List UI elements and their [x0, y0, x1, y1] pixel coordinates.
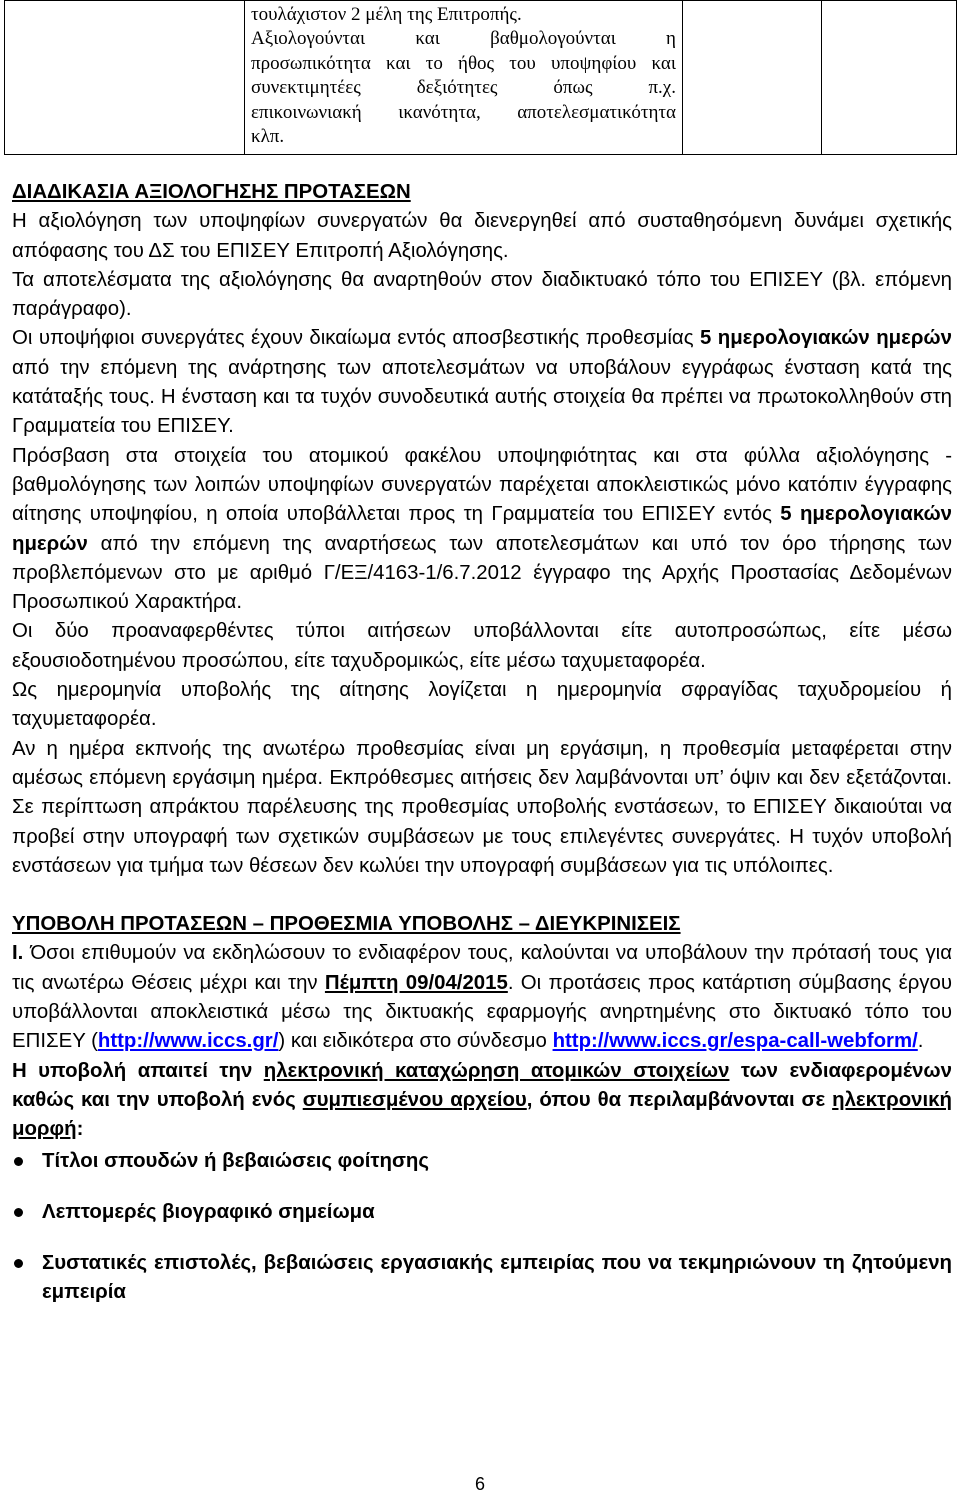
- bullet-icon: [14, 1208, 23, 1217]
- section-spacer: [12, 881, 952, 910]
- list-item-text: Λεπτομερές βιογραφικό σημείωμα: [42, 1200, 375, 1223]
- iccs-website-link[interactable]: http://www.iccs.gr/: [97, 1030, 279, 1053]
- table-cell-content: [245, 1, 682, 149]
- deadline-date: Πέμπτη 09/04/2015: [324, 971, 508, 994]
- paragraph-results-publication: Τα αποτελέσματα της αξιολόγησης θα αναρτηθούν στον διαδικτυακό τόπο του ΕΠΙΣΕΥ (βλ. επόμενη παράγραφο).: [12, 268, 952, 321]
- text-fragment: . Οι προτάσεις προς κατάρτιση σύμβασης έργου υποβάλλονται αποκλειστικά μέσω της δικτυακής εφαρμογής ανηρτημένης στο δικτυακό τόπο του ΕΠΙΣΕΥ (: [12, 971, 952, 1053]
- webform-link[interactable]: http://www.iccs.gr/espa-call-webform/: [552, 1030, 918, 1053]
- paragraph-submission-deadline: [12, 939, 952, 1056]
- paragraph-evaluation-committee: Η αξιολόγηση των υποψηφίων συνεργατών θα διενεργηθεί από συσταθησόμενη δυνάμει σχετικής απόφασης του ΔΣ του ΕΠΙΣΕΥ Επιτροπή Αξιολόγησης.: [12, 210, 952, 262]
- text-fragment: από την επόμενη της ανάρτησης των αποτελεσμάτων να υποβάλουν εγγράφως ένσταση κατά της κατάταξής τους. Η ένσταση και τα τυχόν συνοδευτικά αυτής στοιχεία θα πρέπει να πρωτοκολληθούν στη Γραμματεία του ΕΠΙΣΕΥ.: [12, 356, 952, 438]
- table-line-6: κλπ.: [251, 126, 285, 148]
- table-fragment: [4, 0, 952, 155]
- paragraph-file-access: [12, 442, 952, 618]
- paragraph-deadline-rules: Αν η ημέρα εκπνοής της ανωτέρω προθεσμίας είναι μη εργάσιμη, η προθεσμία μεταφέρεται στην αμέσως επόμενη εργάσιμη ημέρα. Εκπρόθεσμες αιτήσεις δεν λαμβάνονται υπ’ όψιν και δεν εξετάζονται. Σε περίπτωση απράκτου παρέλευσης της προθεσμίας υποβολής ενστάσεων, το ΕΠΙΣΕΥ δικαιούται να προβεί στην υπογραφή των σχετικών συμβάσεων με τους επιλεγέντες συνεργάτες. Η τυχόν υποβολή ενστάσεων για τμήμα των θέσεων δεν κωλύει την υπογραφή συμβάσεων για τις υπόλοιπες.: [12, 737, 952, 877]
- text-fragment: Όσοι επιθυμούν να εκδηλώσουν το ενδιαφέρον τους, καλούνται να υποβάλουν την πρότασή τους για τις ανωτέρω Θέσεις μέχρι και την: [12, 942, 952, 994]
- required-documents-list: [12, 1147, 952, 1308]
- text-fragment: Η υποβολή απαιτεί την: [12, 1059, 264, 1082]
- table-line-2: Αξιολογούνται και βαθμολογούνται η: [251, 28, 676, 50]
- list-item-text: Συστατικές επιστολές, βεβαιώσεις εργασιακής εμπειρίας που να τεκμηριώνουν τη ζητούμενη εμπειρία: [42, 1252, 952, 1304]
- deadline-bold: 5 ημερολογιακών ημερών: [12, 503, 953, 555]
- list-item: [12, 1198, 952, 1227]
- deadline-bold: 5 ημερολογιακών ημερών: [699, 327, 952, 350]
- main-content: [12, 178, 952, 1308]
- section-heading-submission: ΥΠΟΒΟΛΗ ΠΡΟΤΑΣΕΩΝ – ΠΡΟΘΕΣΜΙΑ ΥΠΟΒΟΛΗΣ – ΔΙΕΥΚΡΙΝΙΣΕΙΣ: [12, 913, 681, 936]
- text-fragment: :: [76, 1118, 84, 1141]
- item-label: Ι.: [12, 942, 24, 965]
- list-item-text: Τίτλοι σπουδών ή βεβαιώσεις φοίτησης: [42, 1149, 429, 1172]
- bullet-icon: [14, 1157, 23, 1166]
- evaluation-table: [4, 0, 957, 155]
- paragraph-submission-date: Ως ημερομηνία υποβολής της αίτησης λογίζεται η ημερομηνία σφραγίδας ταχυδρομείου ή ταχυμεταφορέα.: [12, 679, 952, 731]
- text-fragment: Οι υποψήφιοι συνεργάτες έχουν δικαίωμα εντός αποσβεστικής προθεσμίας: [12, 327, 700, 350]
- table-line-3: προσωπικότητα και το ήθος του υποψηφίου και: [251, 52, 676, 74]
- text-fragment: των ενδιαφερομένων καθώς και την υποβολή ενός: [12, 1059, 952, 1111]
- table-line-4: συνεκτιμητέες δεξιότητες όπως π.χ.: [251, 77, 676, 99]
- text-fragment: ) και ειδικότερα στο σύνδεσμο: [278, 1030, 553, 1053]
- table-cell-empty-2: [683, 1, 822, 155]
- underlined-phrase: συμπιεσμένου αρχείου: [302, 1088, 527, 1111]
- list-item: [12, 1249, 952, 1308]
- text-fragment: , όπου θα περιλαμβάνονται σε: [526, 1088, 833, 1111]
- table-cell-text: [245, 1, 683, 155]
- text-fragment: .: [917, 1030, 924, 1053]
- table-cell-empty-3: [822, 1, 957, 155]
- paragraph-objection-right: [12, 324, 952, 441]
- paragraph-submission-methods: Οι δύο προαναφερθέντες τύποι αιτήσεων υποβάλλονται είτε αυτοπροσώπως, είτε μέσω εξουσιοδοτημένου προσώπου, είτε ταχυδρομικώς, είτε μέσω ταχυμεταφορέα.: [12, 620, 952, 672]
- underlined-phrase: ηλεκτρονική μορφή: [12, 1088, 952, 1141]
- underlined-phrase: ηλεκτρονική καταχώρηση ατομικών στοιχείων: [263, 1059, 730, 1082]
- list-item: [12, 1147, 952, 1176]
- section-heading-evaluation: ΔΙΑΔΙΚΑΣΙΑ ΑΞΙΟΛΟΓΗΣΗΣ ΠΡΟΤΑΣΕΩΝ: [12, 181, 411, 203]
- table-line-1: τουλάχιστον 2 μέλη της Επιτροπής.: [251, 4, 522, 25]
- text-fragment: Πρόσβαση στα στοιχεία του ατομικού φακέλου υποψηφιότητας και στα φύλλα αξιολόγησης - βαθμολόγησης των λοιπών υποψηφίων συνεργατών παρέχεται αποκλειστικώς μόνο κατόπιν έγγραφης αίτησης υποψηφίου, η οποία υποβάλλεται προς τη Γραμματεία του ΕΠΙΣΕΥ εντός: [12, 444, 952, 526]
- paragraph-submission-requirements: [12, 1057, 952, 1145]
- page-number: 6: [474, 1474, 485, 1494]
- table-cell-empty-1: [5, 1, 245, 155]
- table-line-5: επικοινωνιακή ικανότητα, αποτελεσματικότητα: [251, 101, 676, 123]
- text-fragment: από την επόμενη της αναρτήσεως των αποτελεσμάτων και υπό τον όρο τήρησης των προβλεπόμενων στο με αριθμό Γ/ΕΞ/4163-1/6.7.2012 έγγραφο της Αρχής Προστασίας Δεδομένων Προσωπικού Χαρακτήρα.: [12, 532, 952, 614]
